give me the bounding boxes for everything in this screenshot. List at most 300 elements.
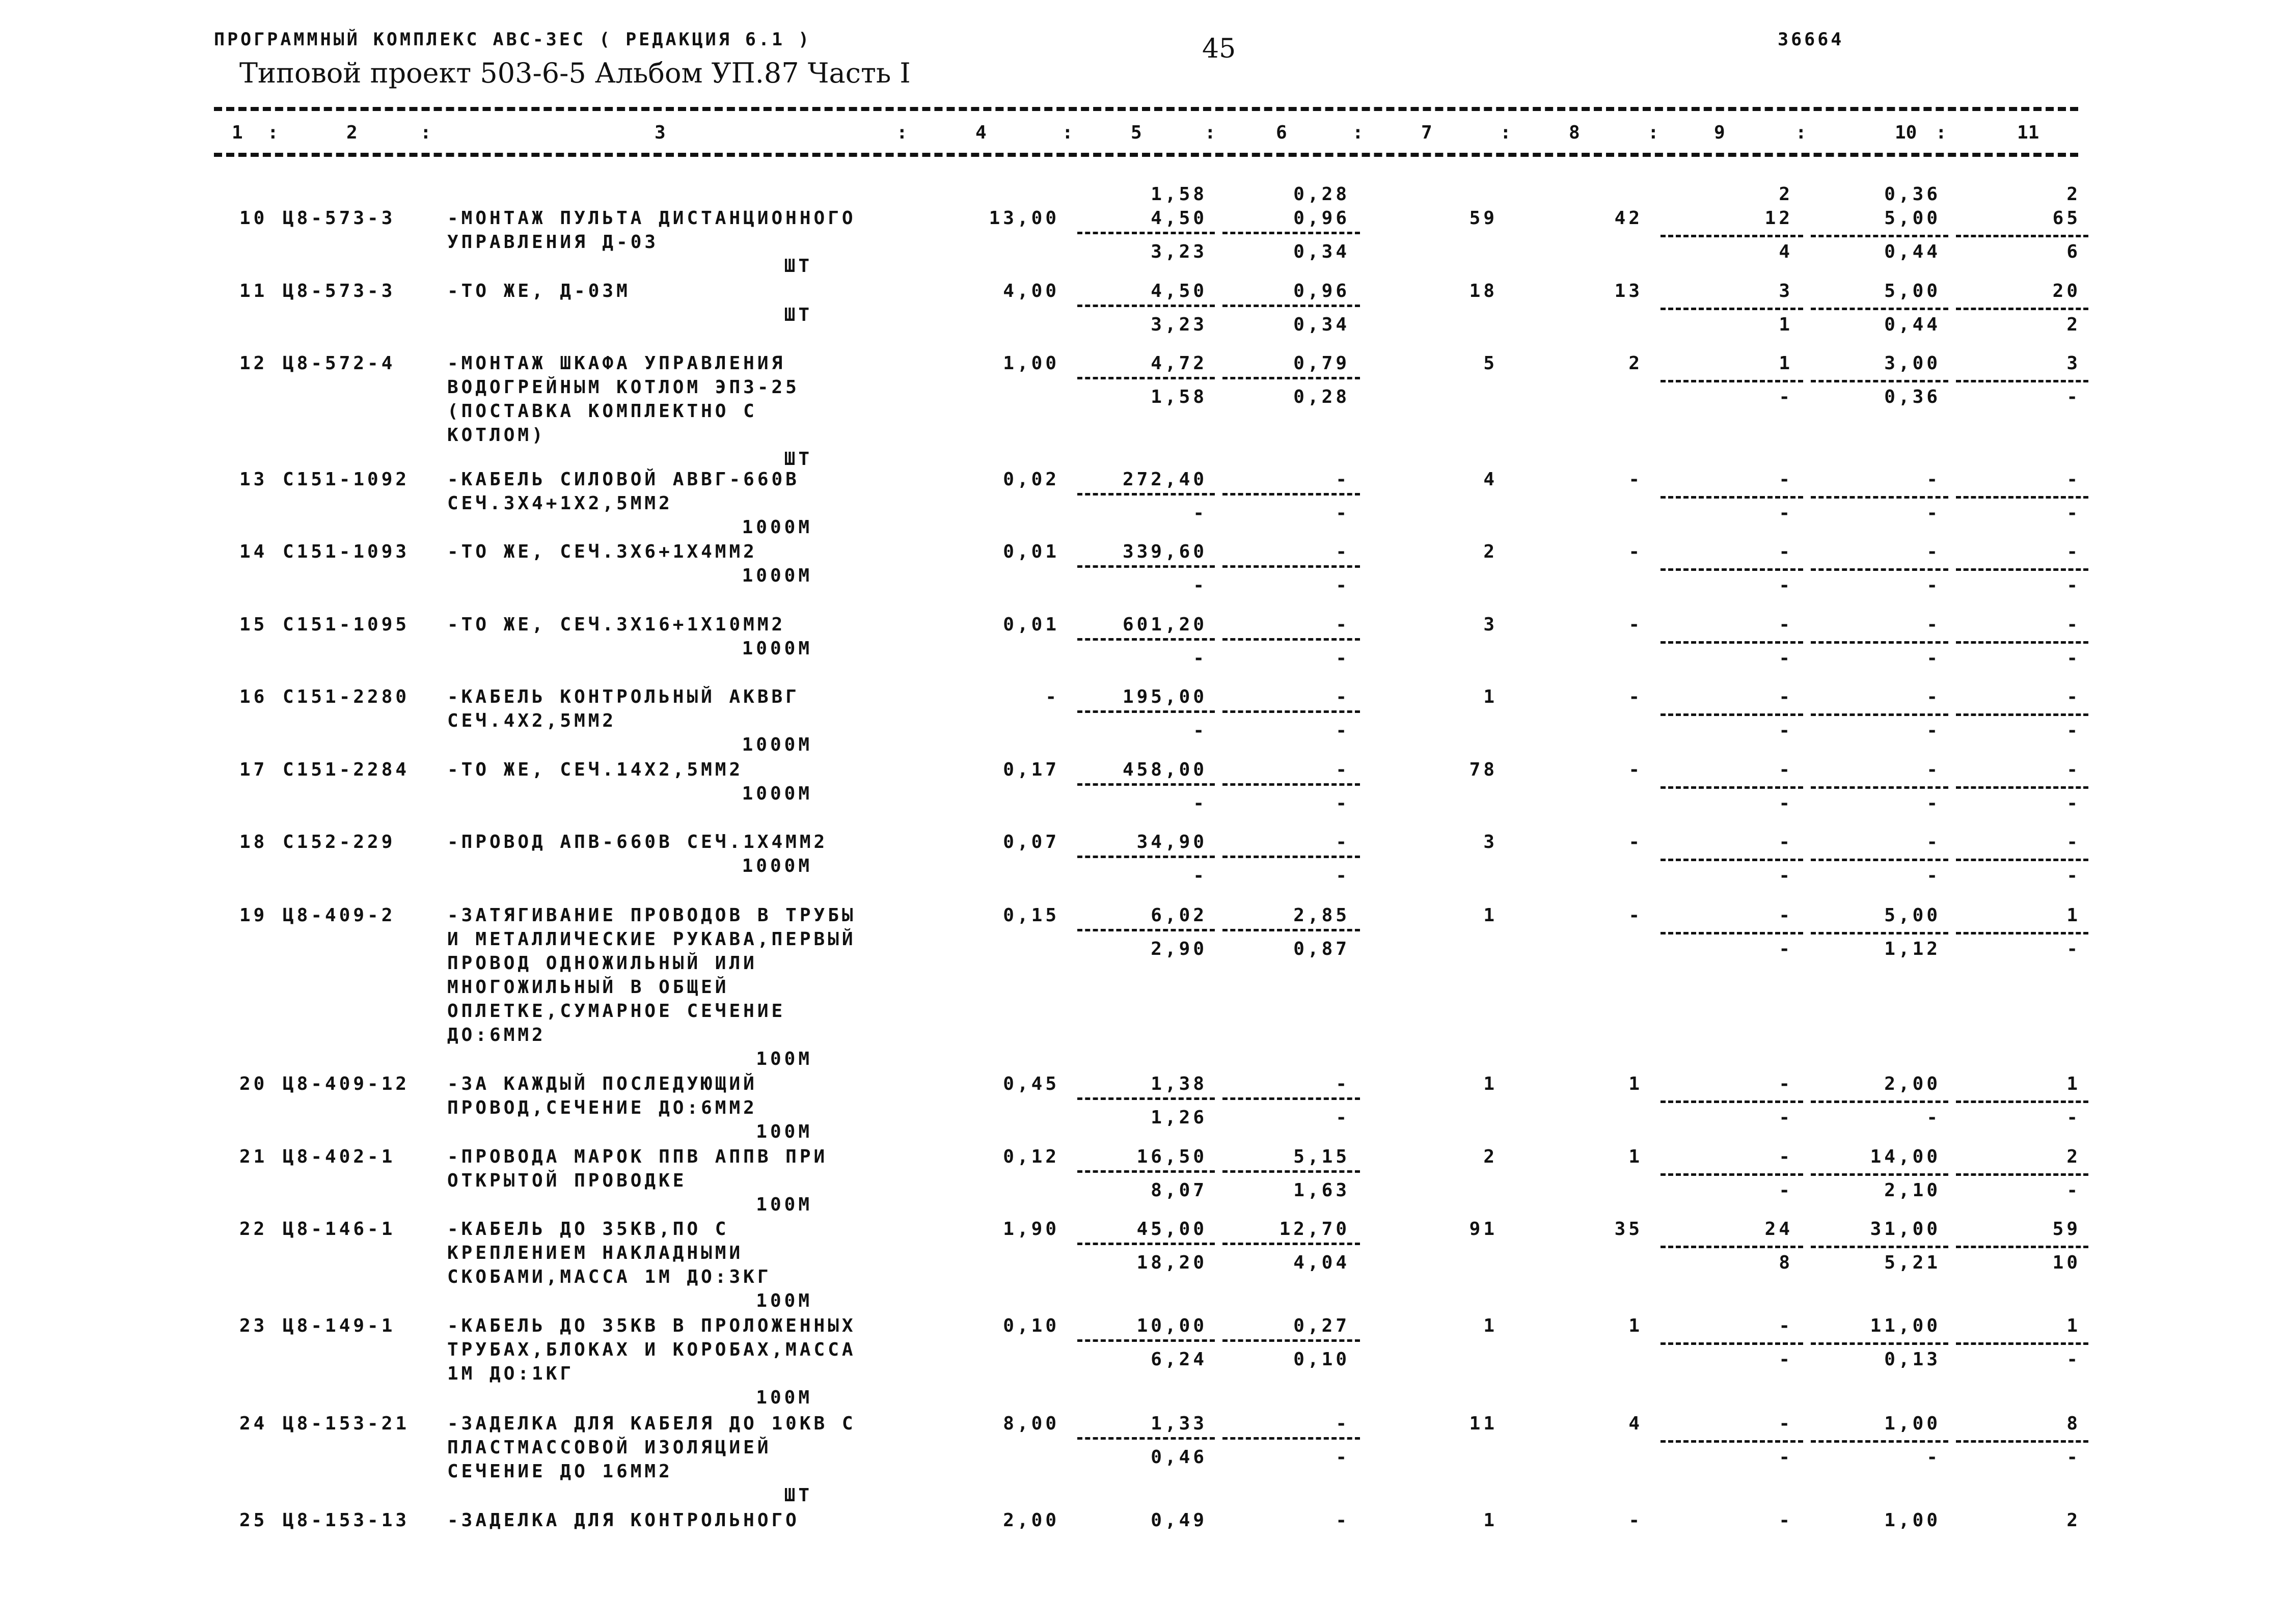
description-line: -ТО ЖЕ, СЕЧ.14Х2,5ММ2 [447,759,744,780]
quantity: - [1045,686,1059,707]
cell-separator [1811,568,1948,571]
cell-separator [1811,713,1948,716]
description-line: -МОНТАЖ ШКАФА УПРАВЛЕНИЯ [447,353,786,374]
cell-separator [1661,1440,1803,1443]
description-line: -КАБЕЛЬ ДО 35КВ В ПРОЛОЖЕННЫХ [447,1315,856,1336]
cell-separator [1956,1440,2088,1443]
machine-cost: 0,96 [1293,281,1350,301]
machine-wages: - [1336,720,1350,741]
machine-cost: - [1336,469,1350,490]
row-number: 11 [239,281,268,301]
cell-separator [1661,235,1803,237]
cell-separator [1222,1097,1360,1100]
labor-total: 65 [2052,208,2081,229]
row-number: 12 [239,353,268,374]
labor-total: 1 [2066,1315,2081,1336]
cell-separator [1077,1243,1215,1245]
position-code: Ц8-153-21 [283,1413,410,1434]
col9-value: - [1779,1146,1793,1167]
column-separator: : [1352,122,1364,143]
cell-separator [1077,232,1215,234]
top-value: 2 [2066,184,2081,205]
unit: 100М [756,1290,812,1311]
col9-bottom: - [1779,574,1793,596]
position-code: Ц8-153-13 [283,1510,410,1531]
top-rule [214,107,2078,111]
unit-cost: 1,33 [1151,1413,1207,1434]
labor-total-bottom: 6 [2066,241,2081,262]
cell-separator [1811,859,1948,861]
cell-separator [1077,783,1215,786]
col9-bottom: - [1779,647,1793,669]
quantity: 4,00 [1003,281,1059,301]
description-line: ДО:6ММ2 [447,1025,546,1045]
cell-separator [1077,1170,1215,1173]
unit-cost-wages: 8,07 [1151,1179,1207,1201]
machine-cost: - [1336,614,1350,635]
row-number: 13 [239,469,268,490]
labor-total-bottom: 2 [2066,314,2081,335]
quantity: 0,45 [1003,1074,1059,1094]
cell-separator [1811,786,1948,789]
column-separator: : [1500,122,1511,143]
machine-cost: - [1336,686,1350,707]
col9-bottom: - [1779,792,1793,814]
row-number: 14 [239,541,268,562]
labor-total: 20 [2052,281,2081,301]
col9-value: - [1779,1510,1793,1531]
total-cost: 1 [1483,905,1498,926]
unit-cost: 0,49 [1151,1510,1207,1531]
unit-cost-wages: - [1193,792,1207,814]
description-line: ОТКРЫТОЙ ПРОВОДКЕ [447,1170,687,1191]
labor-cost: 3,00 [1884,353,1941,374]
cell-separator [1956,1100,2088,1103]
labor-bottom: - [1926,792,1941,814]
cell-separator [1661,1100,1803,1103]
total-cost: 3 [1483,832,1498,852]
cell-separator [1956,713,2088,716]
description-line: КРЕПЛЕНИЕМ НАКЛАДНЫМИ [447,1243,744,1263]
col9-value: 3 [1779,281,1793,301]
wages-total: 2 [1628,353,1643,374]
cell-separator [1956,1246,2088,1248]
cell-separator [1222,856,1360,858]
col9-bottom: - [1779,720,1793,741]
unit: 1000М [742,856,812,876]
machine-cost: - [1336,759,1350,780]
cell-separator [1811,641,1948,644]
cell-separator [1811,496,1948,499]
wages-total: - [1628,614,1643,635]
machine-cost: - [1336,541,1350,562]
labor-bottom: - [1926,647,1941,669]
labor-cost: 31,00 [1870,1219,1941,1240]
unit-cost: 4,72 [1151,353,1207,374]
machine-cost: - [1336,1074,1350,1094]
position-code: С151-2280 [283,686,410,707]
cell-separator [1222,565,1360,568]
total-cost: 1 [1483,1074,1498,1094]
column-header-2: 2 [346,122,358,143]
unit-cost-wages: 18,20 [1136,1252,1207,1273]
labor-total: 2 [2066,1510,2081,1531]
row-number: 18 [239,832,268,852]
unit: ШТ [784,305,812,325]
unit: 100М [756,1387,812,1408]
description-line: -ЗАДЕЛКА ДЛЯ КАБЕЛЯ ДО 10КВ С [447,1413,856,1434]
description-line: СЕЧ.3Х4+1Х2,5ММ2 [447,493,673,514]
total-cost: 78 [1469,759,1498,780]
cell-separator [1661,932,1803,934]
total-cost: 1 [1483,1315,1498,1336]
labor-total-bottom: - [2066,502,2081,524]
quantity: 13,00 [989,208,1059,229]
total-cost: 1 [1483,686,1498,707]
unit: 100М [756,1049,812,1069]
cell-separator [1956,380,2088,382]
column-separator: : [267,122,279,143]
machine-cost: 0,27 [1293,1315,1350,1336]
unit-cost-wages: 0,46 [1151,1446,1207,1468]
unit-cost: 45,00 [1136,1219,1207,1240]
total-cost: 91 [1469,1219,1498,1240]
cell-separator [1811,1173,1948,1176]
col9-bottom: - [1779,1348,1793,1370]
unit-cost-wages: - [1193,502,1207,524]
col9-bottom: - [1779,502,1793,524]
machine-wages: 0,87 [1293,938,1350,959]
row-number: 23 [239,1315,268,1336]
column-header-9: 9 [1714,122,1725,143]
wages-total: 1 [1628,1315,1643,1336]
cell-separator [1811,1246,1948,1248]
position-code: С152-229 [283,832,396,852]
column-header-3: 3 [655,122,666,143]
position-code: Ц8-149-1 [283,1315,396,1336]
labor-cost: 5,00 [1884,208,1941,229]
top-value: 2 [1779,184,1793,205]
labor-total: 1 [2066,1074,2081,1094]
unit-cost-wages: 3,23 [1151,241,1207,262]
machine-wages: 4,04 [1293,1252,1350,1273]
total-cost: 5 [1483,353,1498,374]
cell-separator [1661,1173,1803,1176]
col9-value: - [1779,541,1793,562]
unit: 1000М [742,565,812,586]
cell-separator [1077,1437,1215,1440]
description-line: -КАБЕЛЬ СИЛОВОЙ АВВГ-660В [447,469,800,490]
total-cost: 4 [1483,469,1498,490]
col9-value: - [1779,614,1793,635]
labor-total: 59 [2052,1219,2081,1240]
col9-value: - [1779,759,1793,780]
col9-value: - [1779,1413,1793,1434]
machine-cost: - [1336,1413,1350,1434]
cell-separator [1956,1173,2088,1176]
unit-cost: 34,90 [1136,832,1207,852]
unit-cost-wages: 2,90 [1151,938,1207,959]
cell-separator [1661,786,1803,789]
machine-wages: - [1336,865,1350,886]
labor-total: 2 [2066,1146,2081,1167]
wages-total: 13 [1614,281,1643,301]
unit: 1000М [742,783,812,804]
cell-separator [1222,493,1360,496]
labor-bottom: - [1926,865,1941,886]
description-line: -МОНТАЖ ПУЛЬТА ДИСТАНЦИОННОГО [447,208,856,229]
unit-cost-wages: - [1193,865,1207,886]
total-cost: 2 [1483,1146,1498,1167]
labor-total-bottom: - [2066,1107,2081,1128]
description-line: СЕЧЕНИЕ ДО 16ММ2 [447,1461,673,1482]
labor-total-bottom: - [2066,574,2081,596]
cell-separator [1222,1243,1360,1245]
cell-separator [1956,496,2088,499]
cell-separator [1956,308,2088,310]
col9-bottom: - [1779,1107,1793,1128]
description-line: МНОГОЖИЛЬНЫЙ В ОБЩЕЙ [447,977,729,998]
column-header-4: 4 [975,122,987,143]
labor-total: - [2066,759,2081,780]
machine-cost: 12,70 [1279,1219,1350,1240]
cell-separator [1077,710,1215,713]
cell-separator [1811,235,1948,237]
header-program: ПРОГРАММНЫЙ КОМПЛЕКС АВС-3ЕС ( РЕДАКЦИЯ 6.1 ) [214,30,812,50]
cell-separator [1077,1339,1215,1342]
machine-cost: 5,15 [1293,1146,1350,1167]
unit-cost-wages: 1,58 [1151,386,1207,407]
cell-separator [1956,1342,2088,1345]
unit-cost: 4,50 [1151,281,1207,301]
position-code: Ц8-573-3 [283,281,396,301]
cell-separator [1661,308,1803,310]
row-number: 22 [239,1219,268,1240]
cell-separator [1077,305,1215,307]
labor-total-bottom: - [2066,647,2081,669]
col9-bottom: - [1779,1446,1793,1468]
unit-cost-wages: 1,26 [1151,1107,1207,1128]
quantity: 0,01 [1003,541,1059,562]
wages-total: 35 [1614,1219,1643,1240]
description-line: (ПОСТАВКА КОМПЛЕКТНО С [447,401,757,422]
col9-value: - [1779,1315,1793,1336]
cell-separator [1222,305,1360,307]
labor-cost: - [1926,759,1941,780]
unit: 1000М [742,734,812,755]
cell-separator [1077,929,1215,931]
total-cost: 2 [1483,541,1498,562]
machine-wages: 1,63 [1293,1179,1350,1201]
wages-total: 42 [1614,208,1643,229]
col9-bottom: - [1779,938,1793,959]
column-separator: : [1205,122,1216,143]
description-line: -ТО ЖЕ, Д-03М [447,281,631,301]
labor-cost: - [1926,469,1941,490]
labor-total: 8 [2066,1413,2081,1434]
quantity: 0,10 [1003,1315,1059,1336]
labor-total-bottom: - [2066,1348,2081,1370]
unit-cost: 1,38 [1151,1074,1207,1094]
column-separator: : [1795,122,1807,143]
col9-bottom: 1 [1779,314,1793,335]
quantity: 0,02 [1003,469,1059,490]
labor-cost: - [1926,541,1941,562]
unit: ШТ [784,256,812,277]
description-line: -ТО ЖЕ, СЕЧ.3Х16+1Х10ММ2 [447,614,786,635]
cell-separator [1222,232,1360,234]
cell-separator [1811,1100,1948,1103]
position-code: Ц8-146-1 [283,1219,396,1240]
col9-value: - [1779,686,1793,707]
cell-separator [1811,932,1948,934]
wages-total: - [1628,541,1643,562]
machine-cost: 0,79 [1293,353,1350,374]
description-line: КОТЛОМ) [447,425,546,446]
col9-bottom: - [1779,865,1793,886]
column-separator: : [1936,122,1947,143]
labor-cost: - [1926,686,1941,707]
quantity: 0,01 [1003,614,1059,635]
unit-cost: 6,02 [1151,905,1207,926]
labor-cost: 14,00 [1870,1146,1941,1167]
total-cost: 11 [1469,1413,1498,1434]
unit: ШТ [784,1485,812,1506]
labor-bottom: 0,44 [1884,241,1941,262]
position-code: Ц8-409-2 [283,905,396,926]
row-number: 21 [239,1146,268,1167]
unit-cost: 272,40 [1122,469,1207,490]
column-header-7: 7 [1421,122,1432,143]
unit-cost-wages: - [1193,574,1207,596]
column-header-8: 8 [1569,122,1580,143]
col9-bottom: - [1779,386,1793,407]
row-number: 20 [239,1074,268,1094]
cost-top: 1,58 [1151,184,1207,205]
unit: ШТ [784,449,812,470]
cell-separator [1077,565,1215,568]
labor-bottom: 0,44 [1884,314,1941,335]
description-line: ПРОВОД,СЕЧЕНИЕ ДО:6ММ2 [447,1097,757,1118]
position-code: Ц8-573-3 [283,208,396,229]
cell-separator [1077,638,1215,641]
quantity: 8,00 [1003,1413,1059,1434]
col9-bottom: - [1779,1179,1793,1201]
labor-bottom: 0,13 [1884,1348,1941,1370]
total-cost: 3 [1483,614,1498,635]
cell-separator [1222,1339,1360,1342]
cell-separator [1661,568,1803,571]
position-code: С151-1095 [283,614,410,635]
unit-cost: 4,50 [1151,208,1207,229]
row-number: 17 [239,759,268,780]
cell-separator [1956,641,2088,644]
cell-separator [1077,493,1215,496]
cell-separator [1661,496,1803,499]
cell-separator [1661,1342,1803,1345]
document-subtitle: Типовой проект 503-6-5 Альбом УП.87 Часть I [239,57,911,89]
labor-cost: 2,00 [1884,1074,1941,1094]
description-line: УПРАВЛЕНИЯ Д-03 [447,232,659,253]
machine-wages: 0,34 [1293,241,1350,262]
cell-separator [1077,1097,1215,1100]
machine-cost: 2,85 [1293,905,1350,926]
description-line: -ТО ЖЕ, СЕЧ.3Х6+1Х4ММ2 [447,541,757,562]
col9-value: 24 [1764,1219,1793,1240]
description-line: ОПЛЕТКЕ,СУМАРНОЕ СЕЧЕНИЕ [447,1001,786,1022]
cell-separator [1661,713,1803,716]
col9-bottom: 4 [1779,241,1793,262]
column-header-1: 1 [232,122,243,143]
wages-total: - [1628,905,1643,926]
column-header-10: 10 [1895,122,1917,143]
position-code: С151-1092 [283,469,410,490]
labor-bottom: - [1926,720,1941,741]
labor-bottom: - [1926,502,1941,524]
cost-top: 0,28 [1293,184,1350,205]
labor-total-bottom: - [2066,1179,2081,1201]
labor-bottom: 1,12 [1884,938,1941,959]
labor-total: 3 [2066,353,2081,374]
unit-cost: 601,20 [1122,614,1207,635]
machine-wages: 0,10 [1293,1348,1350,1370]
description-line: 1М ДО:1КГ [447,1363,575,1384]
labor-total-bottom: - [2066,865,2081,886]
labor-total: - [2066,686,2081,707]
row-number: 10 [239,208,268,229]
description-line: ТРУБАХ,БЛОКАХ И КОРОБАХ,МАССА [447,1339,856,1360]
machine-wages: - [1336,647,1350,669]
description-line: ПРОВОД ОДНОЖИЛЬНЫЙ ИЛИ [447,953,757,974]
unit-cost-wages: 6,24 [1151,1348,1207,1370]
col9-value: 1 [1779,353,1793,374]
wages-total: - [1628,469,1643,490]
cell-separator [1661,859,1803,861]
labor-total: - [2066,541,2081,562]
position-code: Ц8-402-1 [283,1146,396,1167]
machine-wages: 0,28 [1293,386,1350,407]
machine-wages: - [1336,502,1350,524]
row-number: 15 [239,614,268,635]
cell-separator [1661,380,1803,382]
unit-cost: 16,50 [1136,1146,1207,1167]
machine-cost: - [1336,832,1350,852]
col9-bottom: 8 [1779,1252,1793,1273]
row-number: 25 [239,1510,268,1531]
cell-separator [1222,638,1360,641]
cell-separator [1222,1437,1360,1440]
description-line: -ЗАТЯГИВАНИЕ ПРОВОДОВ В ТРУБЫ [447,905,856,926]
cell-separator [1077,856,1215,858]
wages-total: 4 [1628,1413,1643,1434]
quantity: 0,17 [1003,759,1059,780]
cell-separator [1956,932,2088,934]
col9-value: - [1779,905,1793,926]
description-line: СЕЧ.4Х2,5ММ2 [447,710,617,731]
quantity: 1,90 [1003,1219,1059,1240]
position-code: Ц8-409-12 [283,1074,410,1094]
labor-total-bottom: - [2066,1446,2081,1468]
labor-total-bottom: - [2066,792,2081,814]
machine-cost: 0,96 [1293,208,1350,229]
cell-separator [1222,1170,1360,1173]
unit-cost: 339,60 [1122,541,1207,562]
position-code: С151-2284 [283,759,410,780]
unit-cost-wages: - [1193,720,1207,741]
cell-separator [1956,235,2088,237]
labor-total-bottom: 10 [2052,1252,2081,1273]
cell-separator [1222,377,1360,379]
